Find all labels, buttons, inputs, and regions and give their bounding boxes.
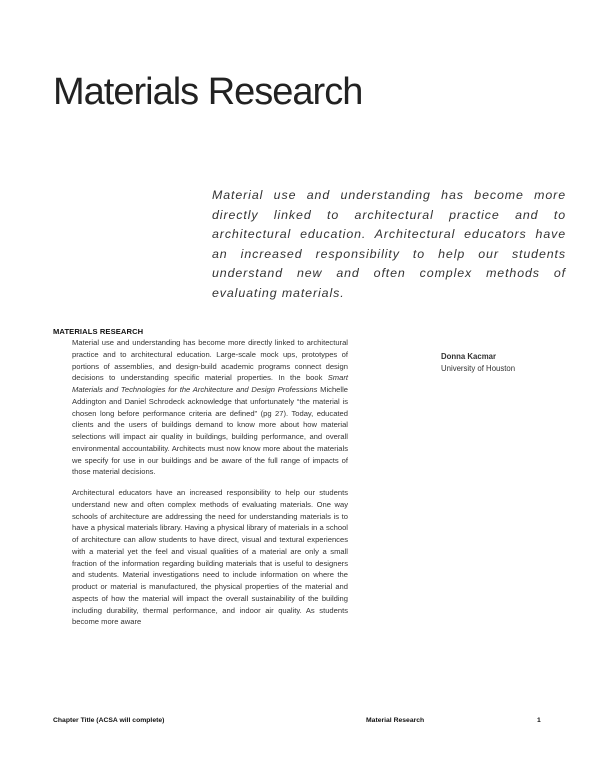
author-name: Donna Kacmar — [441, 352, 497, 361]
paragraph-1-start: Material use and understanding has become more directly linked to architectural practice and to architectural education. Large-scale mock ups, prototypes of portions of assemblies, and design-build academic programs connect design decisions to understanding specific material properties. In the book — [72, 338, 348, 383]
footer-running-title: Material Research — [366, 717, 425, 724]
page-number: 1 — [537, 717, 541, 724]
author-block — [441, 351, 515, 375]
author-affiliation: University of Houston — [441, 364, 516, 373]
paragraph-1 — [72, 337, 348, 478]
paragraph-2: Architectural educators have an increased responsibility to help our students understand new and often complex methods of evaluating materials. One way schools of architecture are addressing the need for understanding materials is to have a physical materials library. Having a physical library of materials in a school of architecture can allow students to have direct, visual and textural experiences with a material yet the feel and visual qualities of a material are only a small fraction of the information regarding building materials that is useful to designers and students. Material investigations need to include information on where the product or material is manufactured, the physical properties of the material and aspects of how the material will impact the overall sustainability of the building including durability, thermal performance, and indoor air quality. As students become more aware — [72, 488, 348, 627]
paragraph-1-end: Michelle Addington and Daniel Schrodeck acknowledge that unfortunately “the material is chosen long before performance criteria are defined” (pg 27). Today, educated clients and the users of buildings demand to know more about how material selections will impact air quality in buildings, building performance, and overall environmental accountability. Architects must now know more about the materials we specify for use in our buildings and be aware of the full range of impacts of those material decisions. — [72, 385, 348, 477]
body-text — [72, 337, 348, 637]
page-title: Materials Research — [53, 71, 363, 113]
footer-chapter-title: Chapter Title (ACSA will complete) — [53, 717, 165, 724]
section-heading: MATERIALS RESEARCH — [53, 327, 144, 336]
book-title: Smart Materials and Technologies for the Architecture and Design Professions — [72, 373, 348, 394]
pull-quote: Material use and understanding has become more directly linked to architectural practice and to architectural education. Architectural educators have an increased responsibility to help our students understand new and often complex methods of evaluating materials. — [212, 188, 566, 300]
